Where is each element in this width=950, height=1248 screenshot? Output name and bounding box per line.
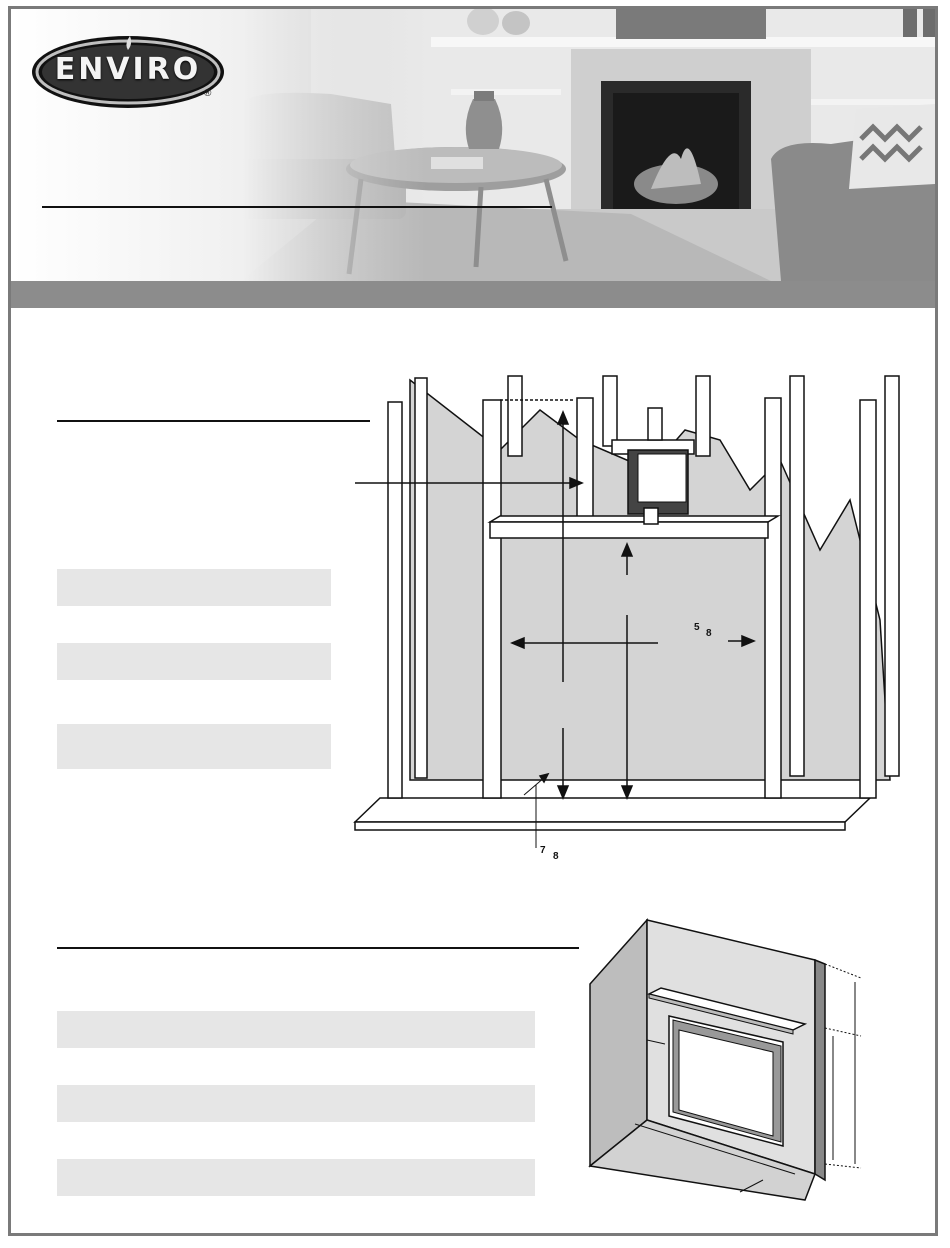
logo-wordmark: ENVIRO — [54, 52, 202, 87]
hero-title-rule — [42, 206, 552, 208]
section-rule-clearances — [57, 947, 579, 949]
fraction-bottom-denominator: 8 — [553, 851, 559, 862]
fraction-right-denominator: 8 — [706, 628, 712, 639]
shaded-field-5 — [57, 1085, 535, 1122]
clearance-diagram — [585, 912, 865, 1214]
shaded-field-4 — [57, 1011, 535, 1048]
shaded-field-2 — [57, 643, 331, 680]
section-rule-framing — [57, 420, 370, 422]
shaded-field-3 — [57, 724, 331, 769]
fraction-right-numerator: 5 — [694, 622, 700, 633]
framing-diagram — [350, 370, 910, 870]
enviro-logo — [30, 30, 226, 110]
fraction-bottom-numerator: 7 — [540, 845, 546, 856]
header-band — [11, 281, 935, 308]
shaded-field-1 — [57, 569, 331, 606]
registered-mark: ® — [204, 88, 212, 99]
shaded-field-6 — [57, 1159, 535, 1196]
